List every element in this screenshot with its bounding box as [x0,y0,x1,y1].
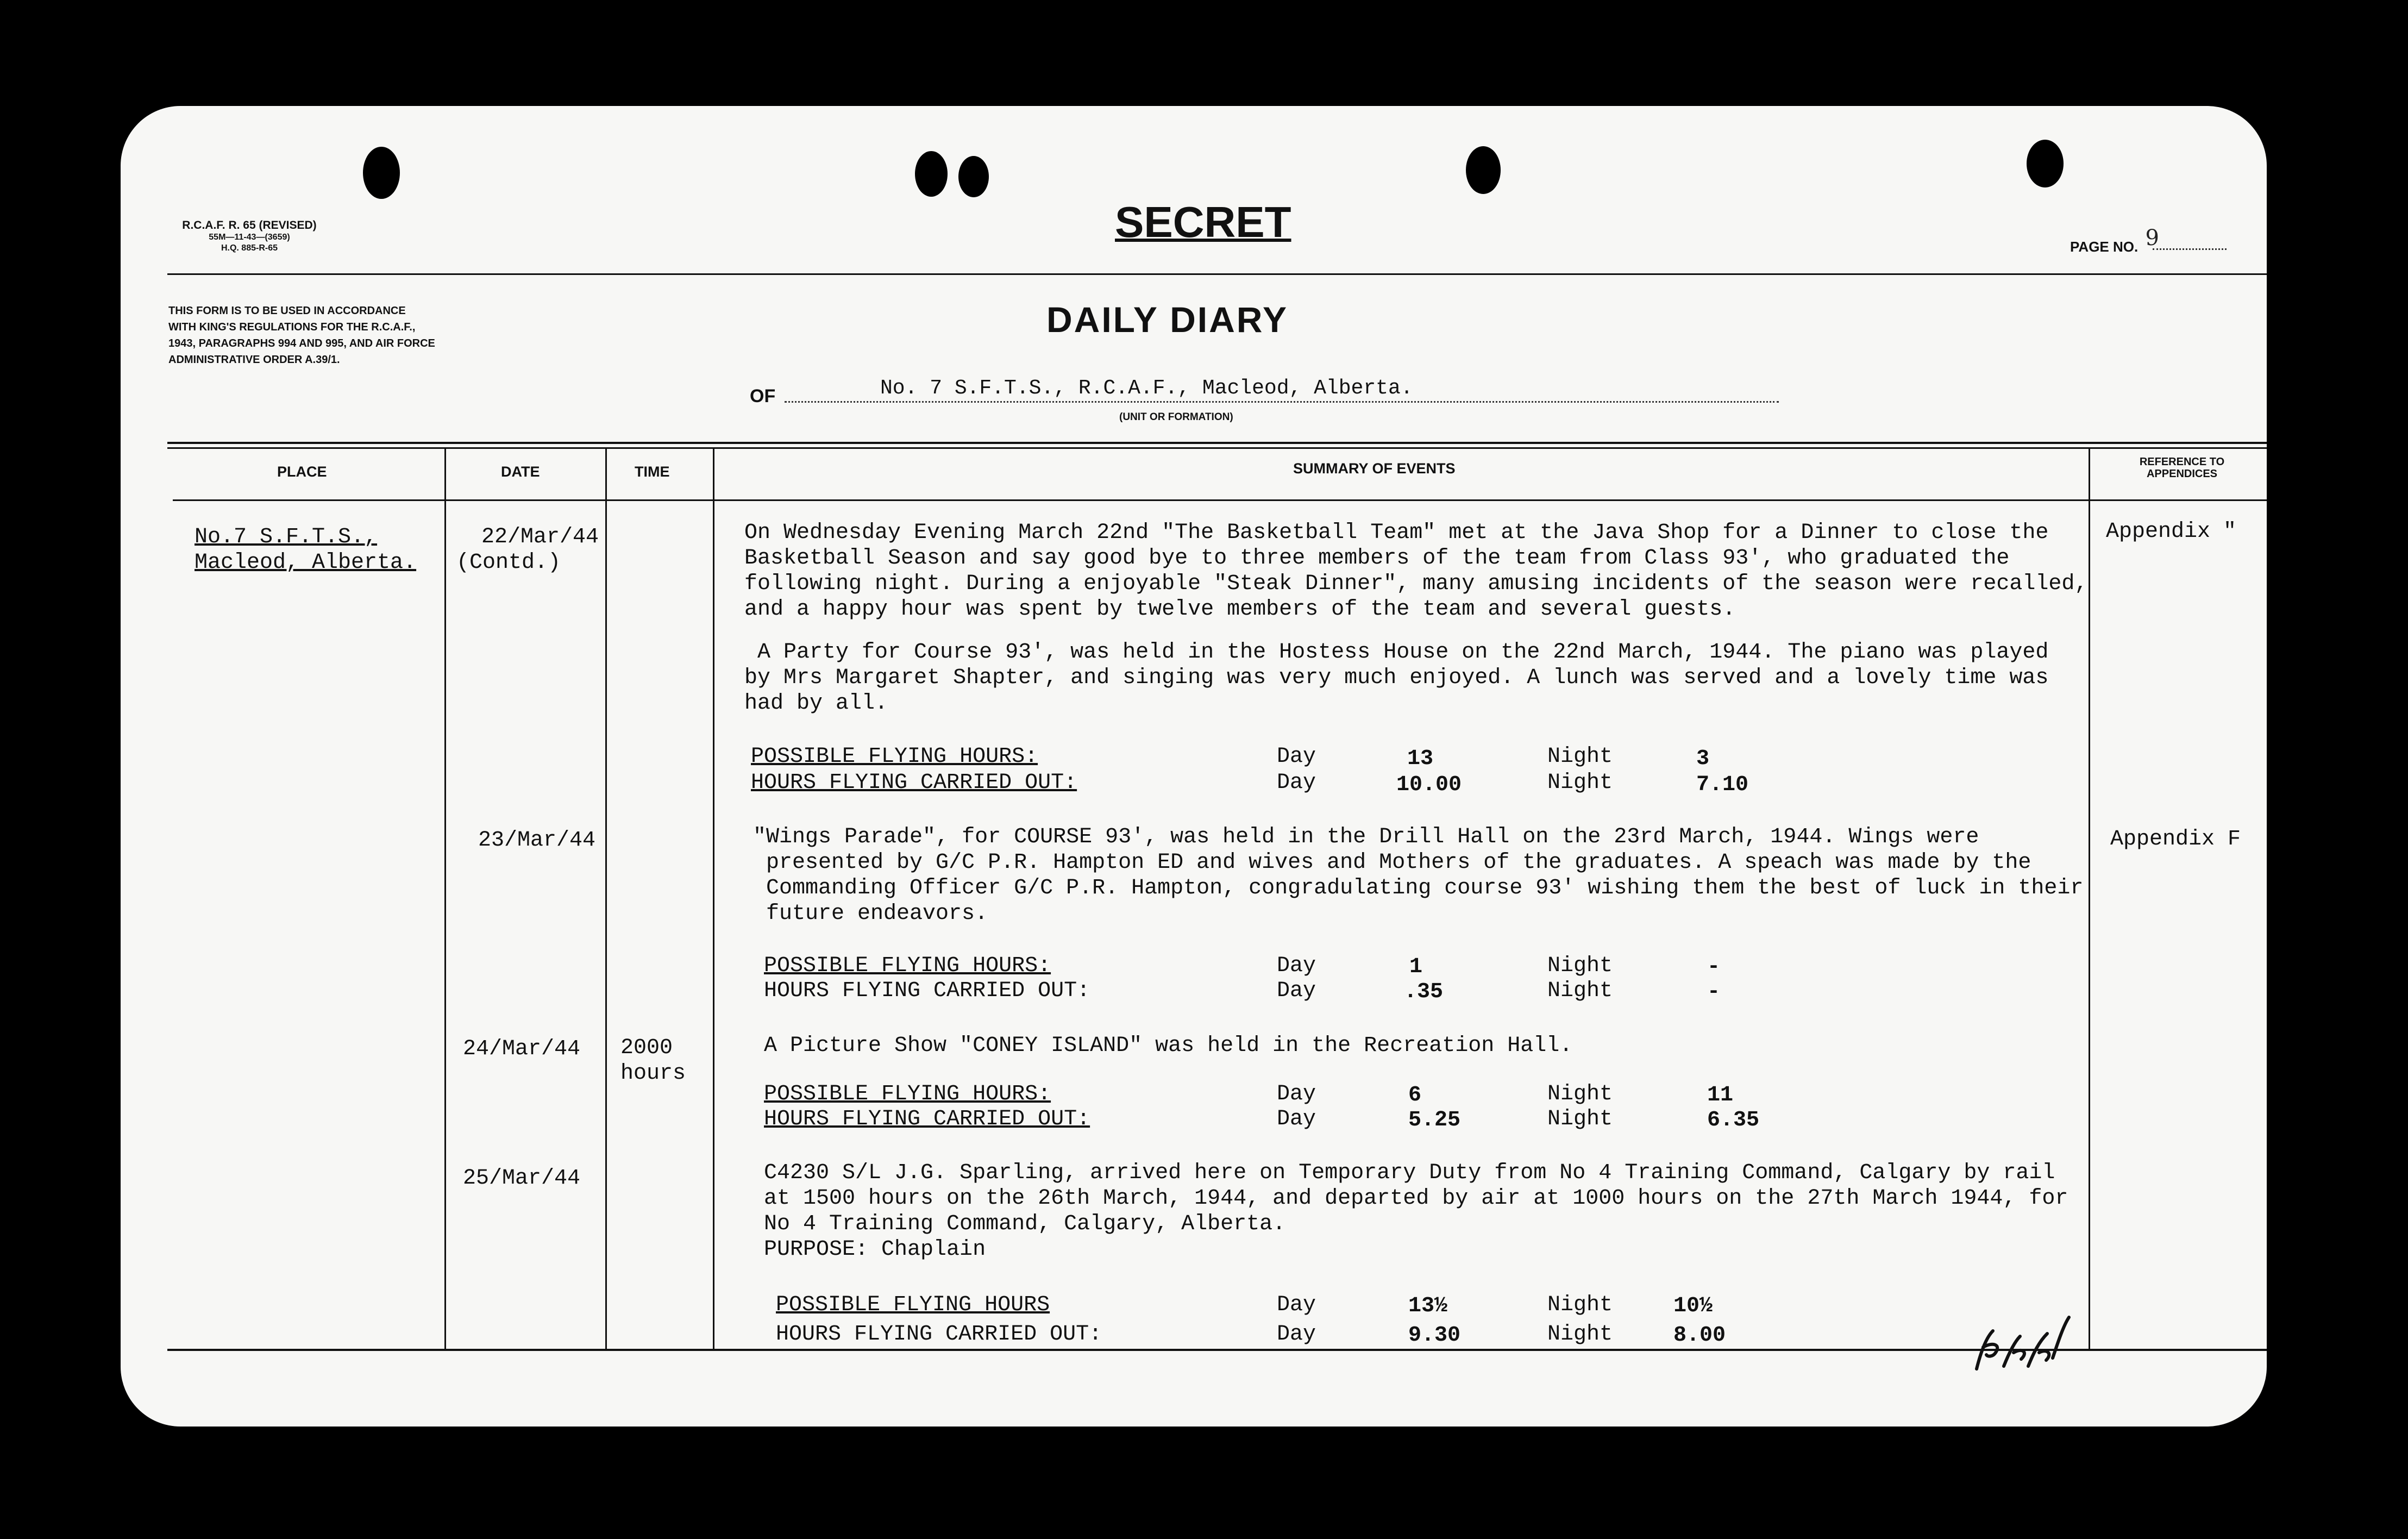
flying-hours-night-values: - - [1707,955,1721,1004]
flying-hours-day-values: 13 10.00 [1396,747,1462,797]
column-divider [605,448,607,1350]
unit-name: No. 7 S.F.T.S., R.C.A.F., Macleod, Alberta. [880,377,1413,400]
flying-hours-block: POSSIBLE FLYING HOURS: HOURS FLYING CARRIED OUT: [751,745,1077,795]
column-divider [713,448,714,1350]
page-number-dotted-line [2153,248,2227,250]
table-top-rule [167,442,2267,444]
header-rule [167,273,2267,275]
flying-hours-day-values: 6 5.25 [1408,1083,1461,1133]
column-header-date: DATE [501,464,540,480]
column-header-place: PLACE [277,464,327,480]
table-bottom-rule [167,1349,2267,1351]
entry-reference: Appendix F [2110,827,2241,852]
classification-heading: SECRET [1115,198,1291,246]
column-header-reference: REFERENCE TO APPENDICES [2139,456,2225,480]
entry-summary: A Party for Course 93', was held in the Hostess House on the 22nd March, 1944. The piano was played by Mrs Margaret Shapter, and singing was very much enjoyed. A lunch was served and a lovely time was had by all. [744,640,2049,716]
table-top-rule-2 [167,447,2267,449]
flying-hours-day-values: 13½ 9.30 [1408,1294,1461,1348]
flying-hours-labels: Day Day [1277,1293,1316,1347]
entry-date: 22/Mar/44 (Contd.) [456,525,599,575]
punch-hole [2027,140,2064,187]
flying-hours-labels: Day Day [1277,954,1316,1003]
place-text: No.7 S.F.T.S., Macleod, Alberta. [195,525,417,575]
entry-reference: Appendix " [2106,520,2237,544]
diary-title: DAILY DIARY [1046,299,1288,340]
page-number: PAGE NO. 9 [2070,226,2159,255]
flying-hours-block: POSSIBLE FLYING HOURS HOURS FLYING CARRIED OUT: [776,1293,1102,1347]
punch-hole [915,151,948,197]
entry-date: 24/Mar/44 [463,1037,581,1061]
entry-time: 2000 hours [620,1036,686,1086]
diary-sheet [121,106,2267,1427]
flying-hours-block: POSSIBLE FLYING HOURS: HOURS FLYING CARRIED OUT: [764,1082,1090,1131]
entry-summary: A Picture Show "CONEY ISLAND" was held in the Recreation Hall. [764,1034,1573,1058]
of-label: OF [750,386,776,406]
flying-hours-block: POSSIBLE FLYING HOURS: HOURS FLYING CARRIED OUT: [764,954,1090,1003]
unit-caption: (UNIT OR FORMATION) [1119,411,1233,423]
unit-dotted-line [785,401,1779,403]
entry-summary: On Wednesday Evening March 22nd "The Basketball Team" met at the Java Shop for a Dinner to close the Basketball Season and say good bye to three members of the team from Class 93', who graduated the following night. During a enjoyable "Steak Dinner", many amusing incidents of the season were recalled, and a happy hour was spent by twelve members of the team and several guests. [744,521,2088,622]
flying-hours-night-labels: Night Night [1547,954,1613,1003]
column-divider [444,448,446,1350]
column-header-rule [173,499,2267,501]
handwritten-initials [1971,1315,2074,1380]
flying-hours-night-labels: Night Night [1547,1082,1613,1131]
column-header-summary: SUMMARY OF EVENTS [1293,460,1456,477]
punch-hole [363,147,400,199]
flying-hours-labels: Day Day [1277,745,1316,795]
punch-hole [958,156,989,197]
flying-hours-night-values: 11 6.35 [1707,1083,1760,1133]
entry-summary: "Wings Parade", for COURSE 93', was held in the Drill Hall on the 23rd March, 1944. Wings were presented by G/C P.R. Hampton ED and wives and Mothers of the graduates. A speach was made by the Commanding Officer G/C P.R. Hampton, congradulating course 93' wishing them the best of luck in their future endeavors. [753,825,2084,926]
column-divider [2089,448,2090,1350]
entry-summary: C4230 S/L J.G. Sparling, arrived here on Temporary Duty from No 4 Training Command, Calgary by rail at 1500 hours on the 26th March, 1944, and departed by air at 1000 hours on the 27th March 1944, for No 4 Training Command, Calgary, Alberta. PURPOSE: Chaplain [764,1161,2068,1262]
punch-hole [1466,146,1501,194]
column-header-time: TIME [635,464,670,480]
entry-date: 23/Mar/44 [478,828,596,853]
flying-hours-night-labels: Night Night [1547,1293,1613,1347]
flying-hours-labels: Day Day [1277,1082,1316,1131]
flying-hours-night-labels: Night Night [1547,745,1613,795]
instructions-text: THIS FORM IS TO BE USED IN ACCORDANCE WITH KING'S REGULATIONS FOR THE R.C.A.F., 1943, PARAGRAPHS 994 AND 995, AND AIR FORCE ADMINISTRATIVE ORDER A.39/1. [168,305,435,366]
entry-date: 25/Mar/44 [463,1166,581,1191]
flying-hours-day-values: 1 .35 [1404,955,1444,1004]
flying-hours-night-values: 3 7.10 [1696,747,1749,797]
flying-hours-night-values: 10½ 8.00 [1673,1294,1726,1348]
form-number: R.C.A.F. R. 65 (REVISED) 55M—11-43—(3659) H.Q. 885-R-65 [182,219,317,253]
